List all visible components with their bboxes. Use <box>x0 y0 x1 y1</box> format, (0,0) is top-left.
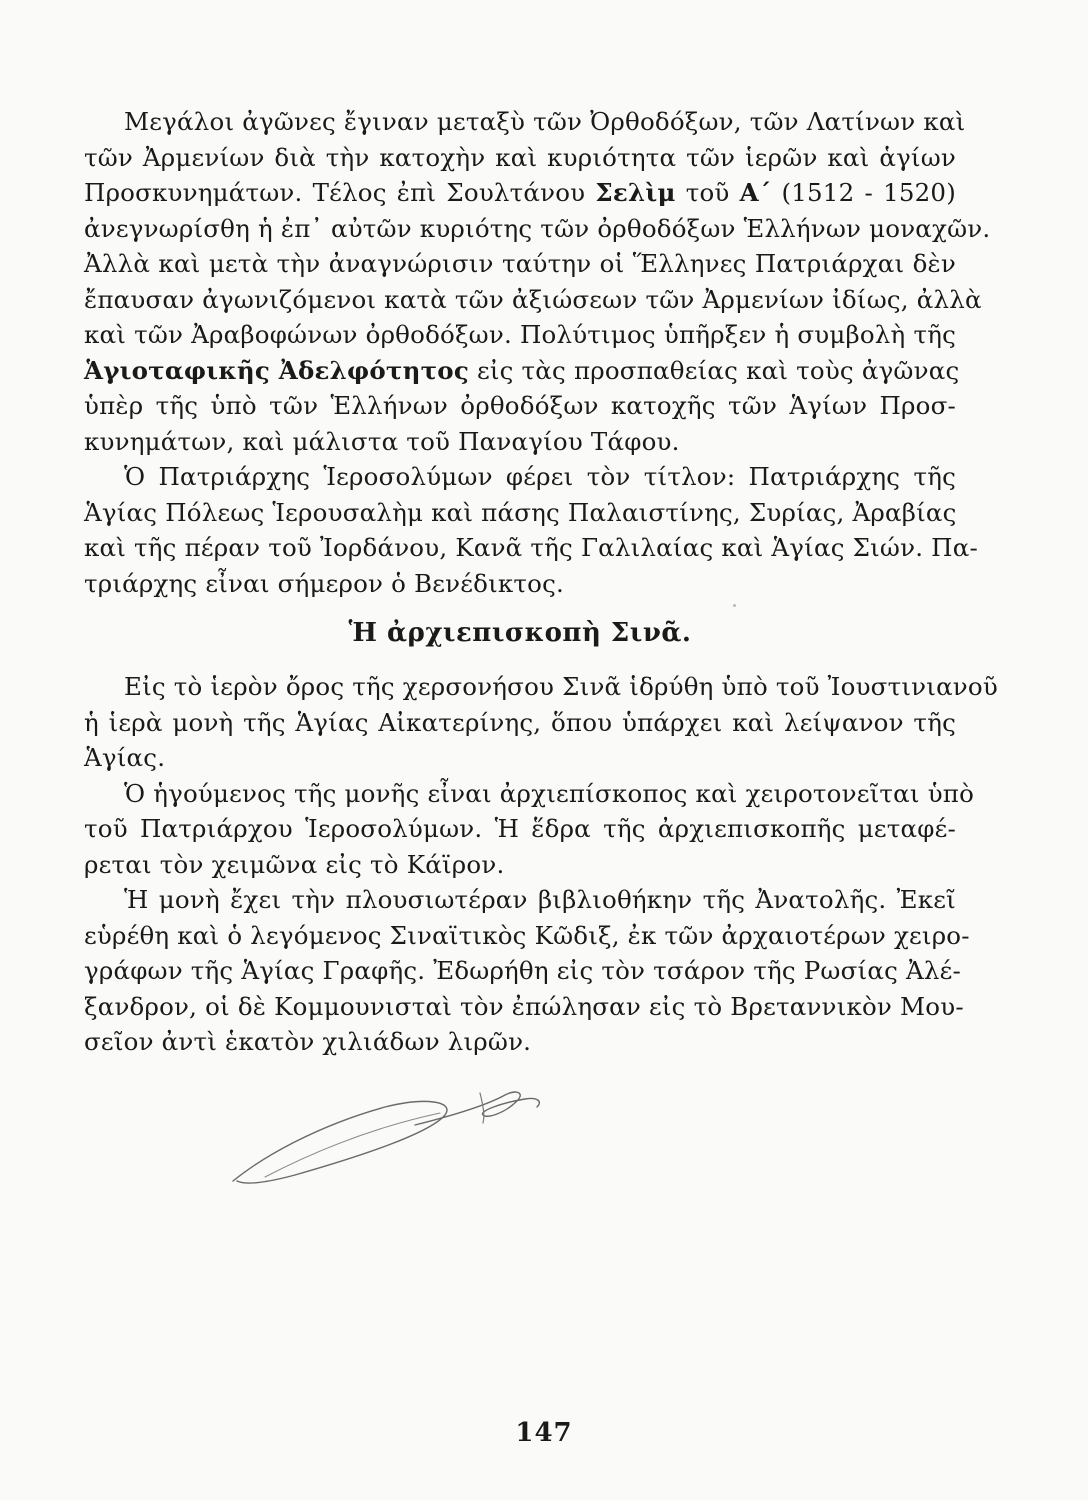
text-line: καὶ τῶν Ἀραβοφώνων ὀρθοδόξων. Πολύτιμος ὑπῆρξεν ἡ συμβολὴ τῆς <box>84 320 956 349</box>
text-line <box>84 353 960 389</box>
text-line: Μεγάλοι ἀγῶνες ἔγιναν μεταξὺ τῶν Ὀρθοδόξων, τῶν Λατίνων καὶ <box>124 107 966 136</box>
page-number: 147 <box>515 1418 573 1448</box>
text-line: ἡ ἱερὰ μονὴ τῆς Ἁγίας Αἰκατερίνης, ὅπου ὑπάρχει καὶ λείψανον τῆς <box>84 707 956 737</box>
text-line: ξανδρον, οἱ δὲ Κομμουνισταὶ τὸν ἐπώλησαν εἰς τὸ Βρεταννικὸν Μου- <box>84 991 964 1021</box>
text-line: καὶ τῆς πέραν τοῦ Ἰορδάνου, Κανᾶ τῆς Γαλιλαίας καὶ Ἁγίας Σιών. Πα- <box>84 533 978 562</box>
text-line: σεῖον ἀντὶ ἑκατὸν χιλιάδων λιρῶν. <box>84 1027 532 1056</box>
text-segment: εἰς τὰς προσπαθείας καὶ τοὺς ἀγῶνας <box>476 355 960 385</box>
bold-term-selim: Σελὶμ <box>595 178 676 207</box>
text-line: γράφων τῆς Ἁγίας Γραφῆς. Ἐδωρήθη εἰς τὸν τσάρον τῆς Ρωσίας Ἀλέ- <box>84 956 961 985</box>
scan-speck <box>733 604 736 607</box>
paragraph-1 <box>84 104 991 459</box>
text-line: τοῦ Πατριάρχου Ἱεροσολύμων. Ἡ ἕδρα τῆς ἀρχιεπισκοπῆς μεταφέ- <box>84 814 956 843</box>
text-line: ὑπὲρ τῆς ὑπὸ τῶν Ἑλλήνων ὀρθοδόξων κατοχῆς τῶν Ἁγίων Προσ- <box>84 391 956 420</box>
text-line: ρεται τὸν χειμῶνα εἰς τὸ Κάϊρον. <box>84 849 505 879</box>
text-line: Ὁ Πατριάρχης Ἱεροσολύμων φέρει τὸν τίτλον: Πατριάρχης τῆς <box>124 462 956 491</box>
text-line: τριάρχης εἶναι σήμερον ὁ Βενέδικτος. <box>84 568 565 598</box>
text-line: τῶν Ἀρμενίων διὰ τὴν κατοχὴν καὶ κυριότητα τῶν ἱερῶν καὶ ἁγίων <box>84 142 956 172</box>
paragraph-5 <box>84 882 970 1060</box>
paragraph-3 <box>84 669 998 776</box>
bold-term-brotherhood: Ἁγιοταφικῆς Ἀδελφότητος <box>84 355 469 385</box>
paragraph-4 <box>84 776 975 883</box>
text-line <box>84 175 956 211</box>
paragraph-2 <box>84 459 978 601</box>
text-segment: (1512 - 1520) <box>781 178 956 207</box>
text-line: κυνημάτων, καὶ μάλιστα τοῦ Παναγίου Τάφου. <box>84 426 680 456</box>
text-line: Ἀλλὰ καὶ μετὰ τὴν ἀναγνώρισιν ταύτην οἱ Ἕλληνες Πατριάρχαι δὲν <box>84 249 956 278</box>
page-body <box>84 104 998 1060</box>
section-heading: Ἡ ἀρχιεπισκοπὴ Σινᾶ. <box>348 618 692 648</box>
handwritten-signature <box>225 1085 555 1195</box>
text-line: ἔπαυσαν ἀγωνιζόμενοι κατὰ τῶν ἀξιώσεων τῶν Ἀρμενίων ἰδίως, ἀλλὰ <box>84 284 982 314</box>
text-line: Ἁγίας Πόλεως Ἱερουσαλὴμ καὶ πάσης Παλαιστίνης, Συρίας, Ἀραβίας <box>84 497 957 527</box>
text-segment: Προσκυνημάτων. Τέλος ἐπὶ Σουλτάνου <box>84 178 586 207</box>
text-line: Ἡ μονὴ ἔχει τὴν πλουσιωτέραν βιβλιοθήκην τῆς Ἀνατολῆς. Ἐκεῖ <box>124 885 956 914</box>
text-line: Ὁ ἡγούμενος τῆς μονῆς εἶναι ἀρχιεπίσκοπος καὶ χειροτονεῖται ὑπὸ <box>124 778 975 808</box>
bold-term-first: Α΄ <box>739 178 772 207</box>
text-line: Εἰς τὸ ἱερὸν ὄρος τῆς χερσονήσου Σινᾶ ἱδρύθη ὑπὸ τοῦ Ἰουστινιανοῦ <box>124 672 998 701</box>
text-line: Ἁγίας. <box>84 743 166 772</box>
text-segment: τοῦ <box>685 178 730 207</box>
text-line: εὑρέθη καὶ ὁ λεγόμενος Σιναϊτικὸς Κῶδιξ, ἐκ τῶν ἀρχαιοτέρων χειρο- <box>84 920 970 950</box>
text-line: ἀνεγνωρίσθη ἡ ἐπ᾽ αὐτῶν κυριότης τῶν ὀρθοδόξων Ἑλλήνων μοναχῶν. <box>84 213 991 243</box>
